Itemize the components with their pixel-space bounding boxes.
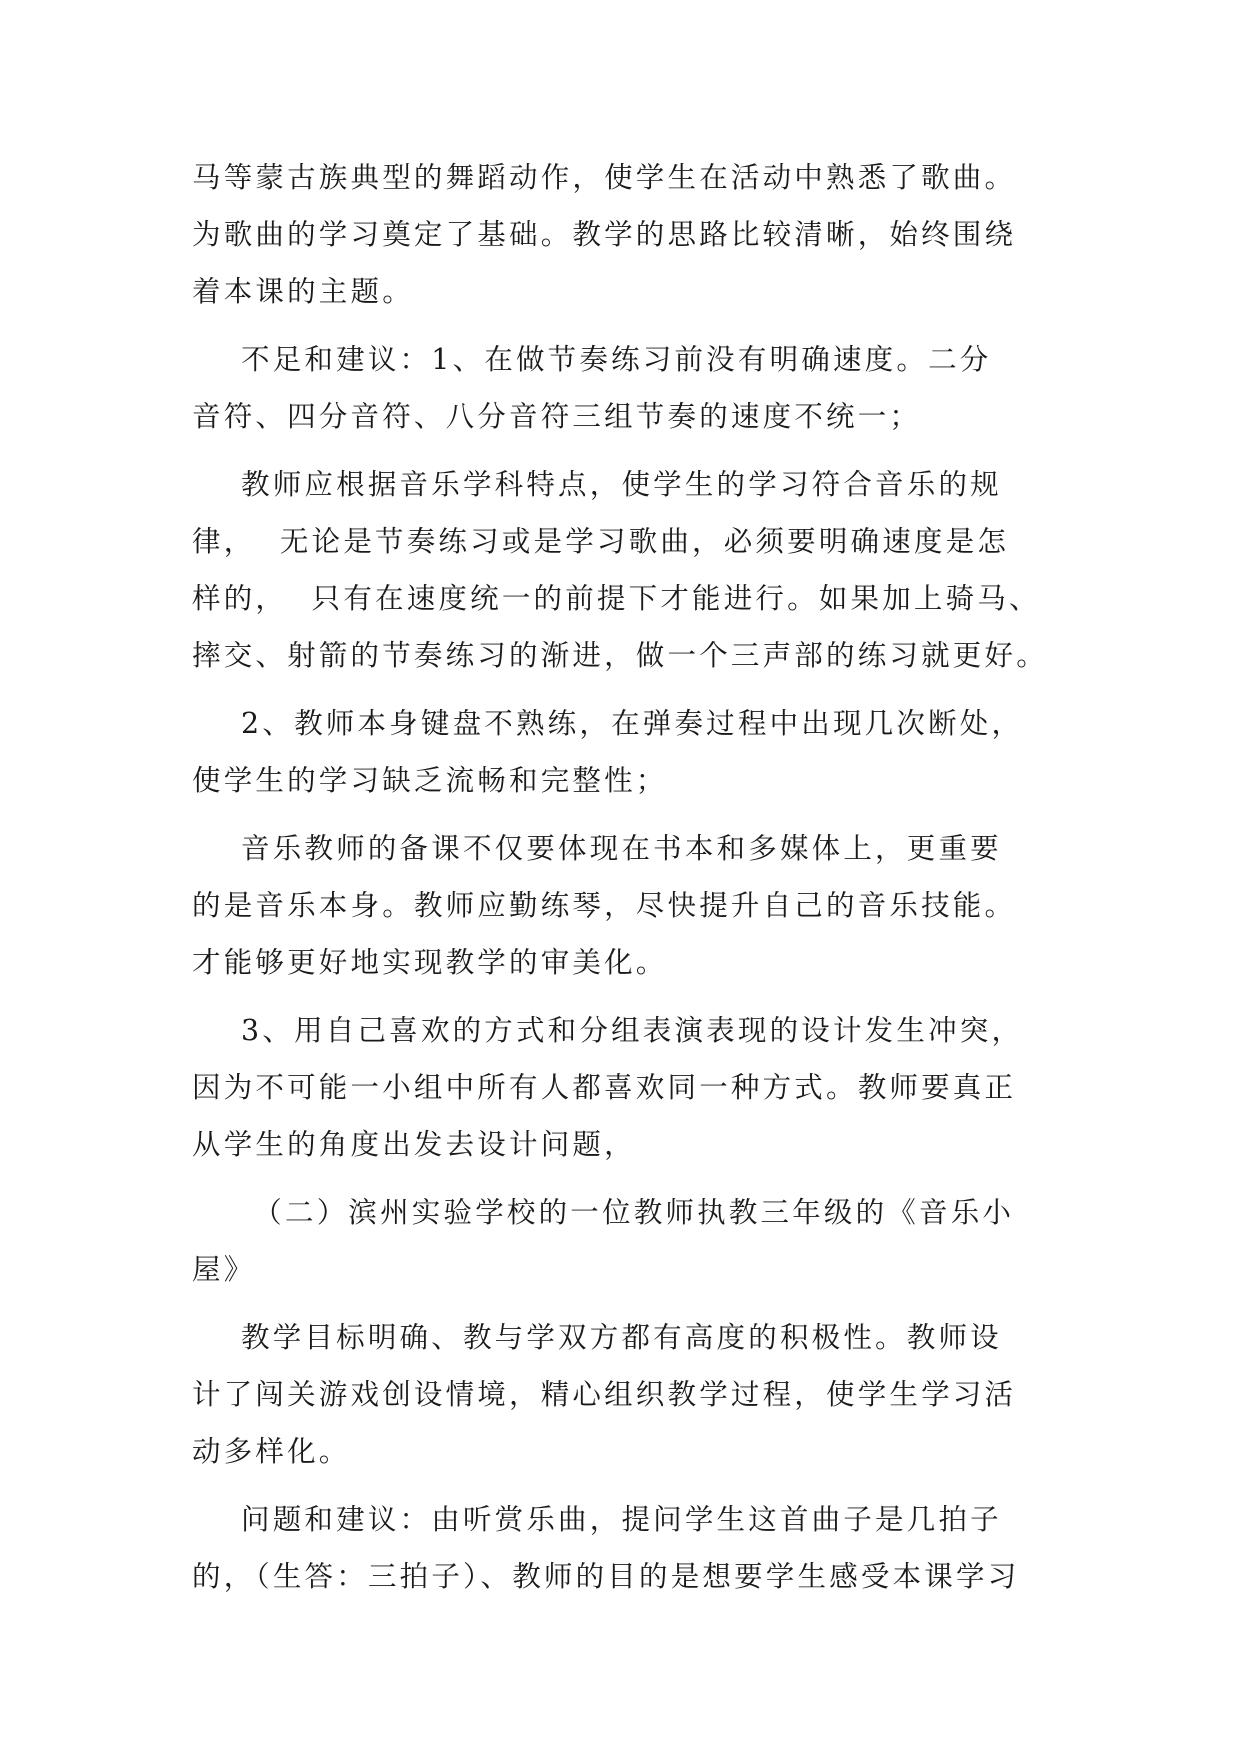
text-line: 样的， 只有在速度统一的前提下才能进行。如果加上骑马、 [192,582,1041,615]
text-line: 才能够更好地实现教学的审美化。 [192,946,668,979]
text-line: 马等蒙古族典型的舞蹈动作，使学生在活动中熟悉了歌曲。 [192,161,1017,194]
text-line: 音符、四分音符、八分音符三组节奏的速度不统一； [192,400,922,433]
text-line: 的是音乐本身。教师应勤练琴，尽快提升自己的音乐技能。 [192,889,1017,922]
text-line: 问题和建议：由听赏乐曲，提问学生这首曲子是几拍子 [192,1503,1002,1536]
text-line: 2、教师本身键盘不熟练，在弹奏过程中出现几次断处， [192,707,1024,740]
text-line: 从学生的角度出发去设计问题， [192,1128,636,1161]
text-line: 摔交、射箭的节奏练习的渐进，做一个三声部的练习就更好。 [192,639,1048,672]
text-line: 着本课的主题。 [192,275,414,308]
text-line: 教学目标明确、教与学双方都有高度的积极性。教师设 [192,1321,1002,1354]
text-line: 动多样化。 [192,1435,351,1468]
text-line: 计了闯关游戏创设情境，精心组织教学过程，使学生学习活 [192,1378,1017,1411]
text-line: 因为不可能一小组中所有人都喜欢同一种方式。教师要真正 [192,1071,1017,1104]
text-line: 音乐教师的备课不仅要体现在书本和多媒体上，更重要 [192,832,1002,865]
text-line: 的，（生答：三拍子）、教师的目的是想要学生感受本课学习 [192,1560,1020,1593]
text-line: 教师应根据音乐学科特点，使学生的学习符合音乐的规 [192,468,1002,501]
text-line: 为歌曲的学习奠定了基础。教学的思路比较清晰，始终围绕 [192,218,1017,251]
text-line: 律， 无论是节奏练习或是学习歌曲，必须要明确速度是怎 [192,525,1010,558]
text-line: 不足和建议：1、在做节奏练习前没有明确速度。二分 [192,343,992,376]
text-line: 使学生的学习缺乏流畅和完整性； [192,764,668,797]
text-line: （二）滨州实验学校的一位教师执教三年级的《音乐小 [192,1196,1015,1229]
text-line: 3、用自己喜欢的方式和分组表演表现的设计发生冲突， [192,1014,1024,1047]
text-line: 屋》 [192,1253,256,1286]
